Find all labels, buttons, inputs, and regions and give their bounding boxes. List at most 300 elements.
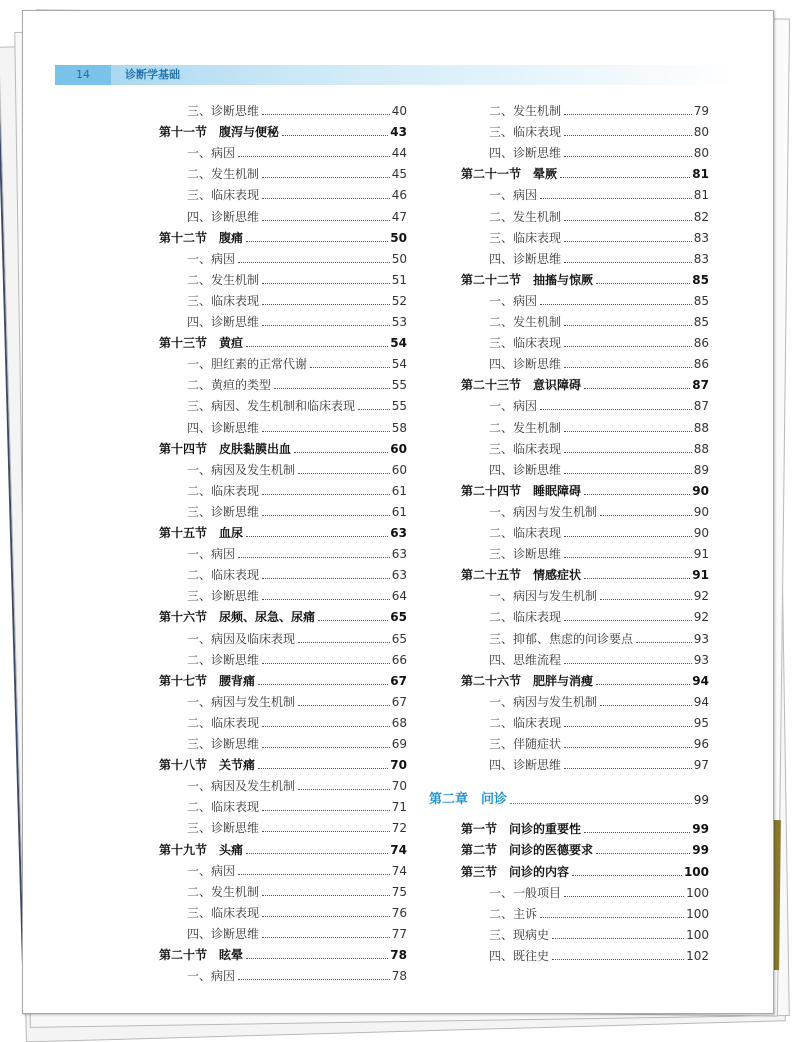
toc-entry <box>187 650 407 670</box>
toc-entry <box>187 797 407 817</box>
toc-entry-label: 四、诊断思维 <box>489 251 562 266</box>
running-header <box>55 65 735 85</box>
toc-entry <box>461 565 709 585</box>
toc-entry <box>489 143 709 163</box>
dot-leader <box>262 304 390 305</box>
toc-entry-page: 72 <box>391 821 407 836</box>
dot-leader <box>358 409 390 410</box>
toc-entry-label: 二、发生机制 <box>489 420 562 435</box>
dot-leader <box>600 599 692 600</box>
dot-leader <box>262 937 390 938</box>
dot-leader <box>262 578 390 579</box>
toc-entry-page: 47 <box>391 209 407 224</box>
toc-entry-page: 90 <box>692 483 709 498</box>
toc-entry <box>187 776 407 796</box>
toc-entry-label: 三、诊断思维 <box>489 547 562 562</box>
toc-entry-page: 76 <box>391 905 407 920</box>
toc-entry-label: 第二十五节 情感症状 <box>461 568 582 583</box>
toc-entry <box>187 185 407 205</box>
dot-leader <box>258 684 388 685</box>
toc-entry <box>187 481 407 501</box>
toc-entry-page: 85 <box>692 272 709 287</box>
dot-leader <box>584 578 690 579</box>
toc-entry-label: 二、发生机制 <box>187 167 260 182</box>
toc-entry-label: 二、临床表现 <box>187 568 260 583</box>
toc-entry-page: 93 <box>693 652 709 667</box>
dot-leader <box>540 917 684 918</box>
toc-entry-label: 一、病因 <box>187 547 236 562</box>
dot-leader <box>246 536 388 537</box>
dot-leader <box>238 156 390 157</box>
toc-entry-page: 58 <box>391 420 407 435</box>
toc-entry <box>187 249 407 269</box>
toc-entry-page: 65 <box>390 610 407 625</box>
toc-entry-page: 91 <box>692 568 709 583</box>
dot-leader <box>560 177 690 178</box>
toc-entry-page: 91 <box>693 547 709 562</box>
toc-entry-label: 一、病因 <box>187 251 236 266</box>
dot-leader <box>294 452 388 453</box>
toc-entry-label: 二、发生机制 <box>489 209 562 224</box>
toc-entry-page: 80 <box>693 125 709 140</box>
toc-entry-label: 二、发生机制 <box>489 315 562 329</box>
toc-entry-label: 三、病因、发生机制和临床表现 <box>187 399 356 414</box>
toc-entry-page: 90 <box>693 526 709 540</box>
toc-entry-page: 100 <box>686 906 709 921</box>
dot-leader <box>262 599 390 600</box>
dot-leader <box>540 409 692 410</box>
toc-entry-page: 69 <box>391 737 407 751</box>
toc-entry-page: 97 <box>693 758 709 773</box>
toc-entry <box>187 291 407 311</box>
toc-entry-page: 83 <box>693 230 709 245</box>
toc-entry <box>489 523 709 543</box>
toc-entry <box>187 861 407 881</box>
toc-entry <box>489 396 709 416</box>
toc-entry-page: 90 <box>693 504 709 519</box>
toc-entry-label: 二、临床表现 <box>187 483 260 498</box>
toc-entry <box>159 755 407 775</box>
toc-entry <box>489 755 709 775</box>
toc-entry-page: 82 <box>693 209 709 224</box>
toc-entry <box>489 629 709 649</box>
toc-entry-label: 二、主诉 <box>489 906 538 921</box>
toc-entry <box>187 354 407 374</box>
toc-page <box>22 10 774 1014</box>
toc-entry-label: 第二节 问诊的医德要求 <box>461 843 594 858</box>
toc-entry-page: 74 <box>390 842 407 857</box>
dot-leader <box>564 156 692 157</box>
toc-entry-page: 86 <box>693 357 709 372</box>
toc-entry-page: 75 <box>391 884 407 899</box>
dot-leader <box>298 789 390 790</box>
toc-entry-label: 四、诊断思维 <box>489 758 562 773</box>
dot-leader <box>564 262 692 263</box>
toc-entry-page: 102 <box>686 948 709 963</box>
toc-entry <box>187 903 407 923</box>
dot-leader <box>564 896 684 897</box>
dot-leader <box>298 705 390 706</box>
dot-leader <box>564 367 692 368</box>
toc-entry <box>489 312 709 332</box>
dot-leader <box>262 494 390 495</box>
toc-entry <box>187 882 407 902</box>
dot-leader <box>564 346 692 347</box>
toc-entry-page: 70 <box>391 779 407 794</box>
toc-entry <box>489 650 709 670</box>
toc-entry-label: 第十七节 腰背痛 <box>159 673 256 688</box>
dot-leader <box>564 473 692 474</box>
dot-leader <box>564 114 692 115</box>
toc-entry-page: 50 <box>390 230 407 245</box>
dot-leader <box>552 938 684 939</box>
toc-entry <box>187 734 407 754</box>
dot-leader <box>238 874 390 875</box>
toc-entry <box>461 819 709 839</box>
toc-entry-label: 一、病因 <box>489 188 538 203</box>
toc-entry <box>489 883 709 903</box>
toc-entry <box>187 270 407 290</box>
dot-leader <box>564 135 692 136</box>
dot-leader <box>584 832 690 833</box>
toc-entry <box>187 966 407 986</box>
toc-entry-page: 88 <box>693 441 709 456</box>
toc-entry-page: 81 <box>692 167 709 182</box>
dot-leader <box>564 557 692 558</box>
toc-entry <box>429 790 709 810</box>
toc-entry-label: 三、诊断思维 <box>187 589 260 604</box>
toc-entry <box>489 122 709 142</box>
toc-entry <box>187 396 407 416</box>
dot-leader <box>298 642 390 643</box>
toc-entry-label: 第二十二节 抽搐与惊厥 <box>461 272 594 287</box>
toc-entry-page: 88 <box>693 420 709 435</box>
toc-entry-label: 二、临床表现 <box>187 800 260 815</box>
header-book-title: 诊断学基础 <box>125 68 180 81</box>
dot-leader <box>262 663 390 664</box>
toc-entry-page: 70 <box>390 758 407 773</box>
toc-entry-label: 三、抑郁、焦虑的问诊要点 <box>489 631 634 646</box>
toc-entry <box>187 544 407 564</box>
toc-entry-page: 87 <box>692 378 709 393</box>
toc-entry-label: 三、临床表现 <box>187 293 260 308</box>
toc-entry-label: 第二十节 眩晕 <box>159 948 244 962</box>
dot-leader <box>274 388 390 389</box>
toc-entry <box>489 692 709 712</box>
dot-leader <box>262 810 390 811</box>
dot-leader <box>282 135 388 136</box>
toc-entry-label: 第二十六节 肥胖与消瘦 <box>461 673 594 688</box>
toc-entry-label: 一、一般项目 <box>489 885 562 900</box>
dot-leader <box>572 875 682 876</box>
toc-entry <box>489 418 709 438</box>
dot-leader <box>584 494 690 495</box>
dot-leader <box>636 642 692 643</box>
toc-entry <box>159 840 407 860</box>
toc-entry-page: 92 <box>693 589 709 604</box>
toc-entry-page: 80 <box>693 146 709 161</box>
toc-entry-page: 40 <box>391 104 407 118</box>
toc-entry <box>489 291 709 311</box>
toc-entry <box>187 629 407 649</box>
toc-entry <box>489 439 709 459</box>
toc-entry-page: 89 <box>693 462 709 477</box>
toc-entry-label: 一、病因及临床表现 <box>187 631 296 646</box>
dot-leader <box>564 241 692 242</box>
toc-entry-page: 44 <box>391 146 407 161</box>
dot-leader <box>310 367 390 368</box>
dot-leader <box>564 431 692 432</box>
toc-entry-label: 第十八节 关节痛 <box>159 758 256 773</box>
toc-entry-page: 99 <box>692 822 709 837</box>
dot-leader <box>262 431 390 432</box>
toc-entry-label: 三、诊断思维 <box>187 504 260 519</box>
toc-entry-label: 三、临床表现 <box>187 905 260 920</box>
toc-entry <box>461 671 709 691</box>
toc-entry-label: 三、伴随症状 <box>489 737 562 751</box>
dot-leader <box>564 620 692 621</box>
toc-entry <box>489 460 709 480</box>
dot-leader <box>262 220 390 221</box>
toc-entry-label: 第一节 问诊的重要性 <box>461 822 582 837</box>
dot-leader <box>596 684 690 685</box>
dot-leader <box>238 979 390 980</box>
toc-entry <box>159 122 407 142</box>
dot-leader <box>238 262 390 263</box>
toc-entry-label: 三、临床表现 <box>489 336 562 351</box>
dot-leader <box>298 473 390 474</box>
toc-entry <box>187 460 407 480</box>
dot-leader <box>262 916 390 917</box>
toc-entry <box>489 607 709 627</box>
toc-entry-label: 四、诊断思维 <box>489 146 562 161</box>
dot-leader <box>584 388 690 389</box>
toc-entry <box>489 207 709 227</box>
toc-entry <box>489 249 709 269</box>
toc-entry <box>489 333 709 353</box>
toc-entry <box>187 692 407 712</box>
toc-entry <box>489 101 709 121</box>
toc-entry-page: 86 <box>693 336 709 351</box>
toc-entry-label: 一、病因及发生机制 <box>187 779 296 794</box>
toc-entry <box>489 734 709 754</box>
toc-entry-label: 二、临床表现 <box>187 715 260 730</box>
toc-entry-page: 67 <box>390 673 407 688</box>
toc-entry-label: 四、诊断思维 <box>187 209 260 224</box>
toc-entry <box>489 185 709 205</box>
toc-entry-label: 第三节 问诊的内容 <box>461 864 570 879</box>
toc-entry <box>159 523 407 543</box>
toc-entry-page: 87 <box>693 399 709 414</box>
toc-entry-page: 46 <box>391 188 407 203</box>
toc-entry-page: 99 <box>692 843 709 858</box>
toc-entry-page: 100 <box>683 864 709 879</box>
toc-entry-page: 45 <box>391 167 407 182</box>
toc-entry-page: 61 <box>391 504 407 519</box>
toc-entry-label: 四、诊断思维 <box>187 420 260 435</box>
dot-leader <box>262 198 390 199</box>
toc-entry-label: 二、临床表现 <box>489 526 562 540</box>
dot-leader <box>262 114 390 115</box>
toc-entry <box>159 333 407 353</box>
dot-leader <box>596 283 690 284</box>
toc-entry-label: 一、病因与发生机制 <box>489 589 598 604</box>
toc-entry <box>461 862 709 882</box>
toc-entry <box>489 544 709 564</box>
toc-entry <box>489 502 709 522</box>
toc-entry-label: 一、胆红素的正常代谢 <box>187 357 308 372</box>
toc-entry-page: 85 <box>693 315 709 329</box>
toc-entry-page: 81 <box>693 188 709 203</box>
toc-entry-page: 53 <box>391 315 407 329</box>
toc-entry-page: 92 <box>693 610 709 625</box>
dot-leader <box>540 198 692 199</box>
toc-entry <box>187 924 407 944</box>
toc-entry-label: 一、病因 <box>187 969 236 984</box>
dot-leader <box>262 895 390 896</box>
toc-entry <box>489 713 709 733</box>
toc-entry-label: 一、病因 <box>489 399 538 414</box>
toc-entry-page: 51 <box>391 272 407 287</box>
toc-entry-label: 第十三节 黄疸 <box>159 336 244 351</box>
toc-entry-page: 95 <box>693 715 709 730</box>
toc-entry <box>187 586 407 606</box>
dot-leader <box>262 325 390 326</box>
toc-entry-page: 60 <box>390 441 407 456</box>
toc-entry-page: 71 <box>391 800 407 815</box>
dot-leader <box>552 959 684 960</box>
toc-entry <box>187 164 407 184</box>
toc-entry-page: 78 <box>390 948 407 962</box>
toc-entry <box>461 270 709 290</box>
toc-entry-label: 三、临床表现 <box>489 441 562 456</box>
toc-entry-label: 四、诊断思维 <box>187 926 260 941</box>
toc-entry-page: 54 <box>391 357 407 372</box>
toc-entry-label: 二、发生机制 <box>489 104 562 118</box>
toc-entry-label: 四、既往史 <box>489 948 550 963</box>
toc-entry-page: 63 <box>391 568 407 583</box>
toc-entry-label: 二、发生机制 <box>187 272 260 287</box>
toc-entry-page: 79 <box>693 104 709 118</box>
toc-entry-label: 三、现病史 <box>489 927 550 942</box>
toc-entry <box>187 418 407 438</box>
toc-entry-page: 94 <box>693 694 709 709</box>
dot-leader <box>540 304 692 305</box>
dot-leader <box>262 515 390 516</box>
toc-entry-label: 三、临床表现 <box>187 188 260 203</box>
toc-entry-page: 63 <box>391 547 407 562</box>
toc-entry-page: 61 <box>391 483 407 498</box>
toc-entry-label: 四、诊断思维 <box>489 462 562 477</box>
dot-leader <box>258 768 388 769</box>
toc-entry-page: 100 <box>686 927 709 942</box>
toc-entry <box>461 375 709 395</box>
toc-entry <box>489 946 709 966</box>
toc-entry <box>461 840 709 860</box>
toc-entry-label: 第十二节 腹痛 <box>159 230 244 245</box>
toc-entry-page: 100 <box>686 885 709 900</box>
toc-entry-page: 85 <box>693 293 709 308</box>
toc-entry-page: 93 <box>693 631 709 646</box>
toc-entry-label: 三、诊断思维 <box>187 104 260 118</box>
toc-entry-page: 94 <box>692 673 709 688</box>
toc-entry-page: 50 <box>391 251 407 266</box>
toc-entry-label: 二、临床表现 <box>489 610 562 625</box>
toc-entry <box>489 904 709 924</box>
toc-entry-label: 第十六节 尿频、尿急、尿痛 <box>159 610 316 625</box>
toc-entry-label: 一、病因与发生机制 <box>187 694 296 709</box>
dot-leader <box>564 726 692 727</box>
toc-entry <box>187 502 407 522</box>
toc-entry-label: 三、临床表现 <box>489 125 562 140</box>
dot-leader <box>318 620 388 621</box>
dot-leader <box>262 726 390 727</box>
toc-entry <box>461 481 709 501</box>
toc-entry-label: 第十九节 头痛 <box>159 842 244 857</box>
toc-entry-label: 二、黄疸的类型 <box>187 378 272 393</box>
dot-leader <box>510 803 692 804</box>
toc-entry <box>159 439 407 459</box>
toc-entry <box>187 818 407 838</box>
toc-entry-label: 一、病因与发生机制 <box>489 694 598 709</box>
toc-entry-page: 66 <box>391 652 407 667</box>
toc-entry-label: 四、诊断思维 <box>489 357 562 372</box>
toc-entry <box>187 143 407 163</box>
dot-leader <box>564 220 692 221</box>
toc-entry-label: 三、诊断思维 <box>187 737 260 751</box>
dot-leader <box>246 346 388 347</box>
toc-entry-page: 60 <box>391 462 407 477</box>
dot-leader <box>246 958 388 959</box>
dot-leader <box>600 515 692 516</box>
toc-entry <box>489 354 709 374</box>
toc-entry-label: 一、病因及发生机制 <box>187 462 296 477</box>
dot-leader <box>564 325 692 326</box>
toc-entry-page: 43 <box>390 125 407 140</box>
toc-entry-label: 第二十三节 意识障碍 <box>461 378 582 393</box>
toc-entry-page: 52 <box>391 293 407 308</box>
dot-leader <box>262 831 390 832</box>
toc-entry-label: 二、诊断思维 <box>187 652 260 667</box>
toc-entry <box>187 101 407 121</box>
toc-entry-page: 78 <box>391 969 407 984</box>
toc-entry <box>159 945 407 965</box>
dot-leader <box>600 705 692 706</box>
toc-entry <box>159 228 407 248</box>
dot-leader <box>564 452 692 453</box>
toc-entry <box>159 607 407 627</box>
dot-leader <box>238 557 390 558</box>
toc-entry-page: 55 <box>391 378 407 393</box>
toc-entry-label: 二、临床表现 <box>489 715 562 730</box>
toc-entry-label: 一、病因 <box>489 293 538 308</box>
dot-leader <box>564 663 692 664</box>
toc-entry <box>187 565 407 585</box>
toc-entry-label: 第二十一节 晕厥 <box>461 167 558 182</box>
toc-entry-label: 第十四节 皮肤黏膜出血 <box>159 441 292 456</box>
toc-entry-page: 55 <box>391 399 407 414</box>
dot-leader <box>596 853 690 854</box>
toc-entry <box>187 312 407 332</box>
toc-entry-page: 67 <box>391 694 407 709</box>
toc-entry <box>187 713 407 733</box>
toc-entry-label: 二、发生机制 <box>187 884 260 899</box>
toc-entry-page: 96 <box>693 737 709 751</box>
toc-entry <box>461 164 709 184</box>
header-page-number: 14 <box>55 65 111 85</box>
dot-leader <box>262 177 390 178</box>
toc-entry <box>159 671 407 691</box>
